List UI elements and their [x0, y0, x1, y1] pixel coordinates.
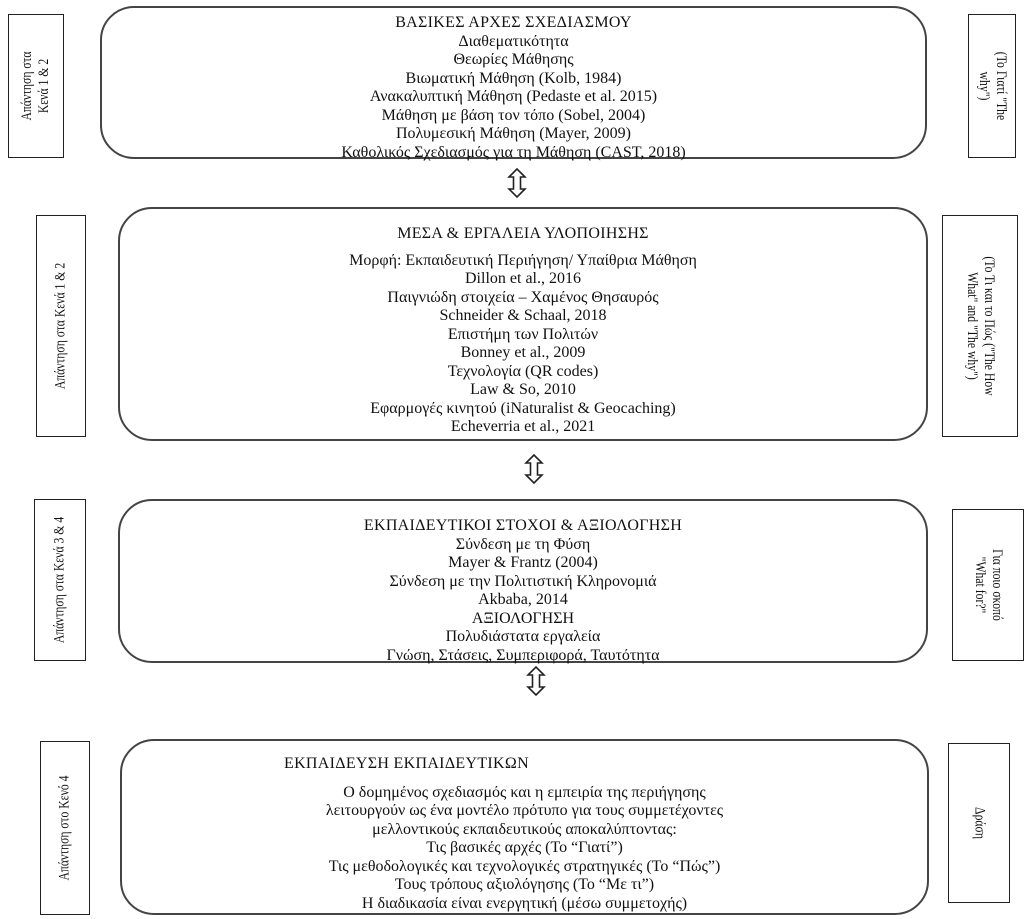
box-title: ΜΕΣΑ & ΕΡΓΑΛΕΙΑ ΥΛΟΠΟΙΗΣΗΣ — [397, 225, 649, 242]
box-title: ΕΚΠΑΙΔΕΥΤΙΚΟΙ ΣΤΟΧΟΙ & ΑΞΙΟΛΟΓΗΣΗ — [363, 517, 683, 534]
right-label-4: Δράση — [948, 743, 1010, 903]
box-title: ΒΑΣΙΚΕΣ ΑΡΧΕΣ ΣΧΕΔΙΑΣΜΟΥ — [395, 14, 632, 31]
double-arrow-icon — [500, 166, 534, 200]
right-label-3: Για ποιο σκοπό "What for?" — [952, 509, 1024, 661]
double-arrow-icon — [519, 664, 553, 698]
box-implementation-tools: ΜΕΣΑ & ΕΡΓΑΛΕΙΑ ΥΛΟΠΟΙΗΣΗΣ Μορφή: Εκπαιδευτική Περιήγηση/ Υπαίθρια Μάθηση Dillon et al., 2016 Παιγνιώδη στοιχεία – Χαμένος Θησαυρός Schneider & Schaal, 2018 Επιστήμη των Πολιτών Bonney et al., 2009 Τεχνολογία (QR codes) Law & So, 2010 Εφαρμογές κινητού (iNaturalist & Geocaching) Echeverria et al., 2021 — [118, 207, 928, 441]
left-label-2: Απάντηση στα Κενά 1 & 2 — [36, 215, 86, 437]
box-design-principles: ΒΑΣΙΚΕΣ ΑΡΧΕΣ ΣΧΕΔΙΑΣΜΟΥ Διαθεματικότητα Θεωρίες Μάθησης Βιωματική Μάθηση (Kolb, 1984) Ανακαλυπτική Μάθηση (Pedaste et al. 2015) Μάθηση με βάση τον τόπο (Sobel, 2004) Πολυμεσική Μάθηση (Mayer, 2009) Καθολικός Σχεδιασμός για τη Μάθηση (CAST, 2018) — [100, 6, 927, 159]
left-label-4: Απάντηση στο Κενό 4 — [40, 741, 90, 915]
double-arrow-icon — [517, 452, 551, 486]
box-teacher-education: ΕΚΠΑΙΔΕΥΣΗ ΕΚΠΑΙΔΕΥΤΙΚΩΝ Ο δομημένος σχεδιασμός και η εμπειρία της περιήγησης λειτουργούν ως ένα μοντέλο πρότυπο για τους συμμετέχοντες μελλοντικούς εκπαιδευτικούς αποκαλύπτοντας: Τις βασικές αρχές (Το “Γιατί”) Τις μεθοδολογικές και τεχνολογικές στρατηγικές (Το “Πώς”) Τους τρόπους αξιολόγησης (Το “Με τι”) Η διαδικασία είναι ενεργητική (μέσω συμμετοχής) — [120, 739, 929, 915]
right-label-2: (Το Τι και το Πώς ("The How What" and "The why") — [942, 215, 1018, 437]
box-title: ΕΚΠΑΙΔΕΥΣΗ ΕΚΠΑΙΔΕΥΤΙΚΩΝ — [284, 755, 529, 772]
left-label-3: Απάντηση στα Κενά 3 & 4 — [34, 499, 86, 661]
box-educational-goals: ΕΚΠΑΙΔΕΥΤΙΚΟΙ ΣΤΟΧΟΙ & ΑΞΙΟΛΟΓΗΣΗ Σύνδεση με τη Φύση Mayer & Frantz (2004) Σύνδεση με την Πολιτιστική Κληρονομιά Akbaba, 2014 ΑΞΙΟΛΟΓΗΣΗ Πολυδιάστατα εργαλεία Γνώση, Στάσεις, Συμπεριφορά, Ταυτότητα — [118, 499, 928, 663]
right-label-1: (Το Γιατί "The why") — [968, 14, 1016, 158]
left-label-1: Απάντηση στα Κενά 1 & 2 — [8, 14, 64, 158]
